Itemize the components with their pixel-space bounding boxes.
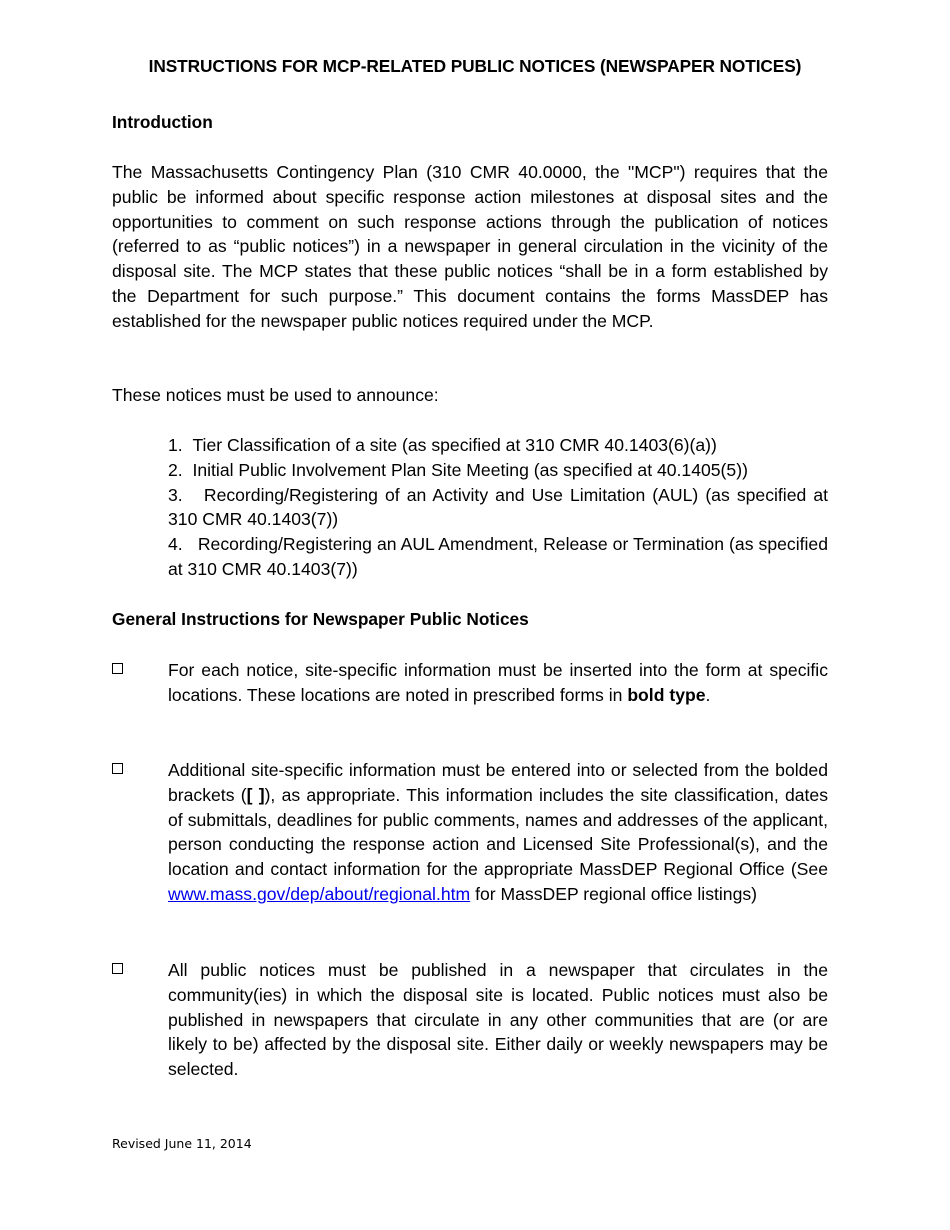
bullet-text <box>168 758 828 907</box>
introduction-heading: Introduction <box>112 112 213 132</box>
bullet-2-main <box>168 758 828 882</box>
bullet-2-part2: ), as appropriate. This information includes the site classification, dates of submittals, deadlines for public comments, names and addresses of the applicant, person conducting the response action and Licensed Site Professional(s), and the location and contact information for the appropriate MassDEP Regional Office (See <box>168 784 828 880</box>
announce-list <box>168 433 828 582</box>
general-instructions-heading: General Instructions for Newspaper Public Notices <box>112 609 529 629</box>
bullet-2-part3: for MassDEP regional office listings) <box>470 883 758 904</box>
bullet-item-3 <box>112 958 828 1082</box>
list-item: 3. Recording/Registering of an Activity and Use Limitation (AUL) (as specified at 310 CMR 40.1403(7)) <box>168 484 828 530</box>
bullet-1-text: For each notice, site-specific information must be inserted into the form at specific locations. These locations are noted in prescribed forms in <box>168 660 828 705</box>
list-item: 2. Initial Public Involvement Plan Site Meeting (as specified at 40.1405(5)) <box>168 459 748 480</box>
bullet-text: All public notices must be published in a newspaper that circulates in the community(ies) in which the disposal site is located. Public notices must also be published in newspapers that circulate in any other communities that are (or are likely to be) affected by the disposal site. Either daily or weekly newspapers may be selected. <box>168 960 828 1080</box>
document-title: INSTRUCTIONS FOR MCP-RELATED PUBLIC NOTICES (NEWSPAPER NOTICES) <box>148 56 802 76</box>
regional-office-link[interactable]: www.mass.gov/dep/about/regional.htm <box>168 883 471 904</box>
bullet-item-2 <box>112 758 828 907</box>
bullet-1-end: . <box>705 684 711 705</box>
bold-type-label: bold type <box>627 684 706 705</box>
bullet-item-1 <box>112 658 828 708</box>
bullet-2-part1: Additional site-specific information must be entered into or selected from the bolded brackets ( <box>168 760 828 805</box>
bullet-text <box>168 658 828 708</box>
bullet-2-link-line <box>168 882 828 907</box>
revision-footer: Revised June 11, 2014 <box>112 1136 252 1151</box>
bracket-label: [ ] <box>246 784 265 805</box>
introduction-paragraph: The Massachusetts Contingency Plan (310 CMR 40.0000, the "MCP") requires that the public be informed about specific response action milestones at disposal sites and the opportunities to comment on such response actions through the publication of notices (referred to as “public notices”) in a newspaper in general circulation in the vicinity of the disposal site. The MCP states that these public notices “shall be in a form established by the Department for such purpose.” This document contains the forms MassDEP has established for the newspaper public notices required under the MCP. <box>112 162 828 331</box>
checkbox-icon <box>112 963 123 974</box>
announce-lead: These notices must be used to announce: <box>112 385 439 405</box>
checkbox-icon <box>112 663 123 674</box>
list-item: 1. Tier Classification of a site (as specified at 310 CMR 40.1403(6)(a)) <box>168 435 717 455</box>
list-item: 4. Recording/Registering an AUL Amendment, Release or Termination (as specified at 310 CMR 40.1403(7)) <box>168 534 828 579</box>
checkbox-icon <box>112 763 123 774</box>
